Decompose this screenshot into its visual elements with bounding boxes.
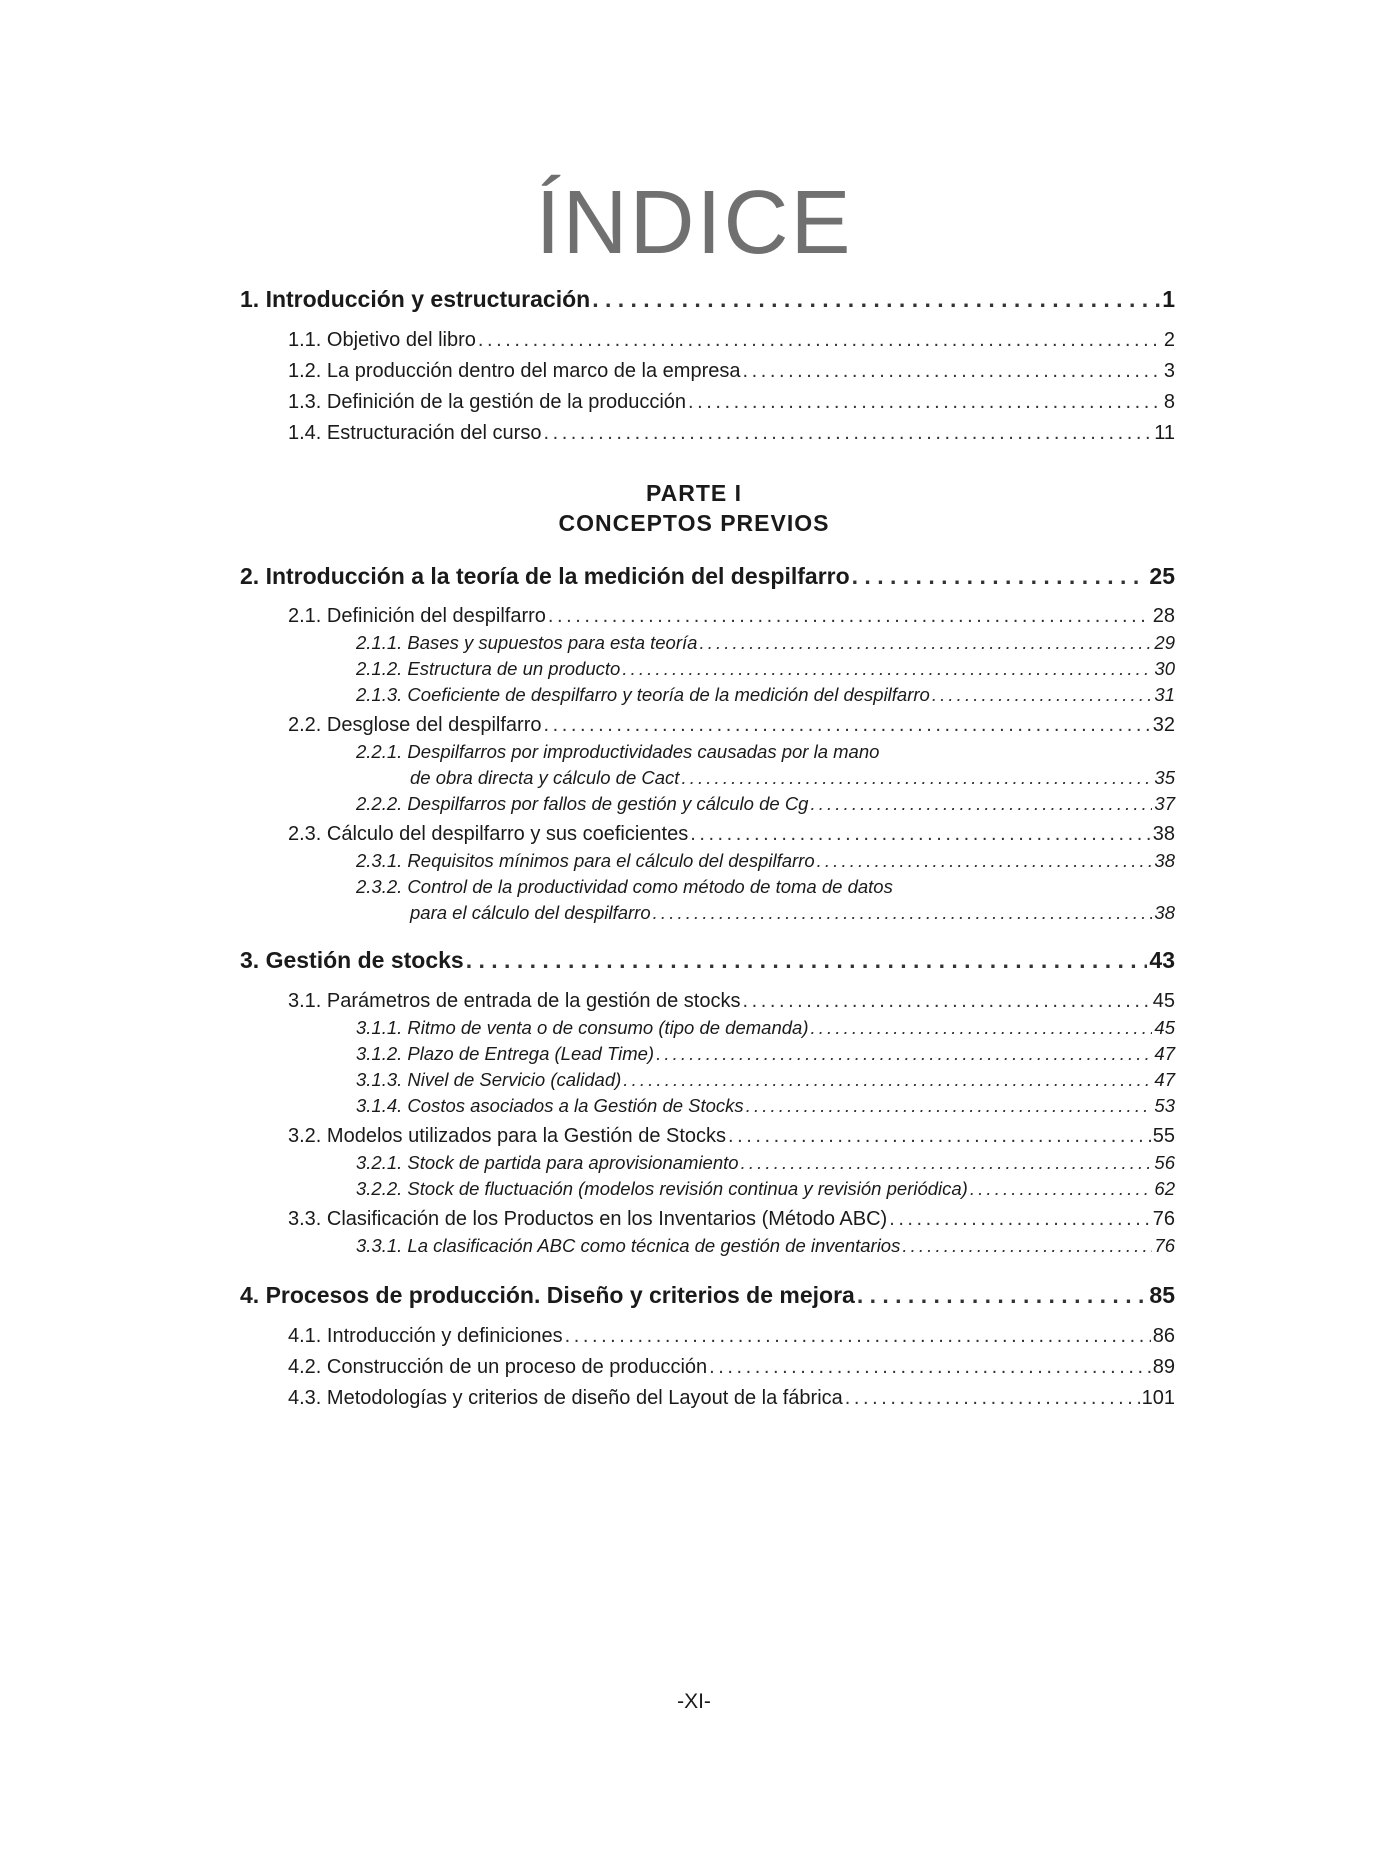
toc-page-number: 38 xyxy=(1152,823,1175,845)
leader-dots xyxy=(743,360,1162,383)
toc-entry-title: 4.1. Introducción y definiciones xyxy=(288,1325,563,1347)
toc-page-number: 30 xyxy=(1154,658,1175,679)
toc-entry[interactable] xyxy=(288,990,1175,1013)
toc-entry-title: para el cálculo del despilfarro xyxy=(410,902,651,923)
toc-entry[interactable] xyxy=(356,1043,1175,1065)
leader-dots xyxy=(709,1356,1151,1379)
leader-dots xyxy=(690,823,1151,846)
toc-entry[interactable] xyxy=(410,767,1175,789)
toc-entry-title: 3.2.2. Stock de fluctuación (modelos revisión continua y revisión periódica) xyxy=(356,1178,968,1199)
toc-page-number: 47 xyxy=(1154,1043,1175,1064)
toc-page-number: 1 xyxy=(1162,286,1175,312)
leader-dots xyxy=(810,793,1152,815)
toc-entry[interactable] xyxy=(288,823,1175,846)
toc-entry-title: 1. Introducción y estructuración xyxy=(240,286,591,312)
toc-entry[interactable] xyxy=(288,714,1175,737)
leader-dots xyxy=(728,1125,1151,1148)
toc-entry-title: 1.2. La producción dentro del marco de la empresa xyxy=(288,360,741,382)
toc-page-number: 56 xyxy=(1154,1152,1175,1173)
leader-dots xyxy=(681,767,1152,789)
toc-page-number: 29 xyxy=(1154,632,1175,653)
toc-entry-title: 2.2. Desglose del despilfarro xyxy=(288,714,542,736)
toc-entry-title: 2.1.3. Coeficiente de despilfarro y teoría de la medición del despilfarro xyxy=(356,684,930,705)
leader-dots xyxy=(565,1325,1151,1348)
toc-page-number: 43 xyxy=(1149,947,1175,973)
toc-entry-title: de obra directa y cálculo de Cact xyxy=(410,767,680,788)
toc-entry[interactable] xyxy=(356,1152,1175,1174)
leader-dots xyxy=(852,563,1148,590)
toc-entry-title: 3.3.1. La clasificación ABC como técnica de gestión de inventarios xyxy=(356,1235,901,1256)
leader-dots xyxy=(548,605,1151,628)
toc-entry-title: 2.2.2. Despilfarros por fallos de gestión y cálculo de Cg xyxy=(356,793,809,814)
toc-entry[interactable] xyxy=(356,1017,1175,1039)
leader-dots xyxy=(623,1069,1152,1091)
toc-entry-title: 3.1.4. Costos asociados a la Gestión de Stocks xyxy=(356,1095,744,1116)
toc-page-number: 38 xyxy=(1154,902,1175,923)
toc-page-number: 37 xyxy=(1154,793,1175,814)
leader-dots xyxy=(478,329,1162,352)
toc-chapter-2[interactable] xyxy=(240,563,1175,590)
leader-dots xyxy=(656,1043,1152,1065)
toc-entry[interactable] xyxy=(356,658,1175,680)
toc-entry-title: 2.1.1. Bases y supuestos para esta teoría xyxy=(356,632,698,653)
toc-page-number: 45 xyxy=(1154,1017,1175,1038)
leader-dots xyxy=(902,1235,1152,1257)
toc-entry-title: 3.1.3. Nivel de Servicio (calidad) xyxy=(356,1069,622,1090)
toc-entry-title: 2.1.2. Estructura de un producto xyxy=(356,658,621,679)
toc-page-number: 35 xyxy=(1154,767,1175,788)
toc-entry-title: 2. Introducción a la teoría de la medición del despilfarro xyxy=(240,563,850,589)
toc-entry[interactable] xyxy=(356,632,1175,654)
toc-entry-first-line[interactable]: 2.2.1. Despilfarros por improductividades causadas por la mano xyxy=(356,741,880,762)
toc-entry-title: 3.3. Clasificación de los Productos en los Inventarios (Método ABC) xyxy=(288,1208,888,1230)
leader-dots xyxy=(811,1017,1153,1039)
toc-entry-title: 2.1. Definición del despilfarro xyxy=(288,605,546,627)
toc-entry-title: 3.1.1. Ritmo de venta o de consumo (tipo de demanda) xyxy=(356,1017,809,1038)
leader-dots xyxy=(543,714,1150,737)
toc-page-number: 53 xyxy=(1154,1095,1175,1116)
page-number-folio: -XI- xyxy=(677,1690,711,1713)
toc-entry-title: 1.1. Objetivo del libro xyxy=(288,329,476,351)
page-title: ÍNDICE xyxy=(535,173,853,273)
toc-entry-title: 3.1.2. Plazo de Entrega (Lead Time) xyxy=(356,1043,655,1064)
leader-dots xyxy=(592,286,1160,313)
toc-chapter-3[interactable] xyxy=(240,947,1175,974)
leader-dots xyxy=(543,422,1152,445)
toc-page-number: 76 xyxy=(1154,1235,1175,1256)
toc-page-number: 8 xyxy=(1163,391,1175,413)
toc-entry[interactable] xyxy=(410,902,1175,924)
toc-entry-first-line[interactable]: 2.3.2. Control de la productividad como método de toma de datos xyxy=(356,876,893,897)
toc-entry-title: 3.2.1. Stock de partida para aprovisionamiento xyxy=(356,1152,739,1173)
toc-entry[interactable] xyxy=(288,605,1175,628)
toc-page-number: 28 xyxy=(1152,605,1175,627)
leader-dots xyxy=(653,902,1153,924)
toc-entry[interactable] xyxy=(356,793,1175,815)
leader-dots xyxy=(932,684,1153,706)
toc-entry[interactable] xyxy=(288,1356,1175,1379)
toc-entry[interactable] xyxy=(288,1208,1175,1231)
leader-dots xyxy=(743,990,1151,1013)
toc-page-number: 101 xyxy=(1141,1387,1175,1409)
toc-page-number: 86 xyxy=(1152,1325,1175,1347)
toc-page-number: 76 xyxy=(1152,1208,1175,1230)
toc-page-number: 3 xyxy=(1163,360,1175,382)
toc-entry[interactable] xyxy=(288,391,1175,414)
toc-entry[interactable] xyxy=(356,1095,1175,1117)
leader-dots xyxy=(622,658,1152,680)
leader-dots xyxy=(857,1282,1148,1309)
toc-entry-title: 3.1. Parámetros de entrada de la gestión de stocks xyxy=(288,990,741,1012)
leader-dots xyxy=(817,850,1153,872)
toc-entry[interactable] xyxy=(356,1069,1175,1091)
part-heading-line1: PARTE I xyxy=(645,480,743,506)
toc-entry[interactable] xyxy=(356,1235,1175,1257)
toc-page-number: 38 xyxy=(1154,850,1175,871)
toc-chapter-4[interactable] xyxy=(240,1282,1175,1309)
leader-dots xyxy=(466,947,1148,974)
toc-entry-title: 3. Gestión de stocks xyxy=(240,947,464,973)
toc-entry-title: 4.2. Construcción de un proceso de producción xyxy=(288,1356,708,1378)
toc-page-number: 85 xyxy=(1149,1282,1175,1308)
toc-entry-title: 2.3.1. Requisitos mínimos para el cálculo del despilfarro xyxy=(356,850,815,871)
leader-dots xyxy=(688,391,1162,414)
toc-entry-title: 2.3. Cálculo del despilfarro y sus coeficientes xyxy=(288,823,689,845)
part-heading-line2: CONCEPTOS PREVIOS xyxy=(558,510,830,536)
toc-entry[interactable] xyxy=(288,1387,1175,1410)
toc-chapter-1[interactable] xyxy=(240,286,1175,313)
toc-page-number: 47 xyxy=(1154,1069,1175,1090)
toc-entry-title: 1.3. Definición de la gestión de la producción xyxy=(288,391,687,413)
toc-page-number: 62 xyxy=(1154,1178,1175,1199)
toc-entry-title: 4.3. Metodologías y criterios de diseño del Layout de la fábrica xyxy=(288,1387,843,1409)
toc-entry[interactable] xyxy=(356,850,1175,872)
toc-page-number: 31 xyxy=(1154,684,1175,705)
leader-dots xyxy=(741,1152,1153,1174)
toc-entry[interactable] xyxy=(356,1178,1175,1200)
toc-entry-title: 4. Procesos de producción. Diseño y criterios de mejora xyxy=(240,1282,855,1308)
leader-dots xyxy=(845,1387,1140,1410)
toc-page-number: 45 xyxy=(1152,990,1175,1012)
toc-entry[interactable] xyxy=(288,1125,1175,1148)
toc-page-number: 89 xyxy=(1152,1356,1175,1378)
toc-page-number: 2 xyxy=(1163,329,1175,351)
toc-entry-title: 1.4. Estructuración del curso xyxy=(288,422,542,444)
toc-entry[interactable] xyxy=(288,360,1175,383)
toc-page-number: 25 xyxy=(1149,563,1175,589)
leader-dots xyxy=(970,1178,1153,1200)
leader-dots xyxy=(889,1208,1151,1231)
toc-entry[interactable] xyxy=(356,684,1175,706)
toc-page-number: 32 xyxy=(1152,714,1175,736)
toc-entry[interactable] xyxy=(288,329,1175,352)
toc-entry[interactable] xyxy=(288,1325,1175,1348)
toc-entry-title: 3.2. Modelos utilizados para la Gestión de Stocks xyxy=(288,1125,727,1147)
toc-page-number: 11 xyxy=(1154,422,1175,444)
leader-dots xyxy=(699,632,1152,654)
leader-dots xyxy=(746,1095,1153,1117)
toc-entry[interactable] xyxy=(288,422,1175,445)
toc-page-number: 55 xyxy=(1152,1125,1175,1147)
